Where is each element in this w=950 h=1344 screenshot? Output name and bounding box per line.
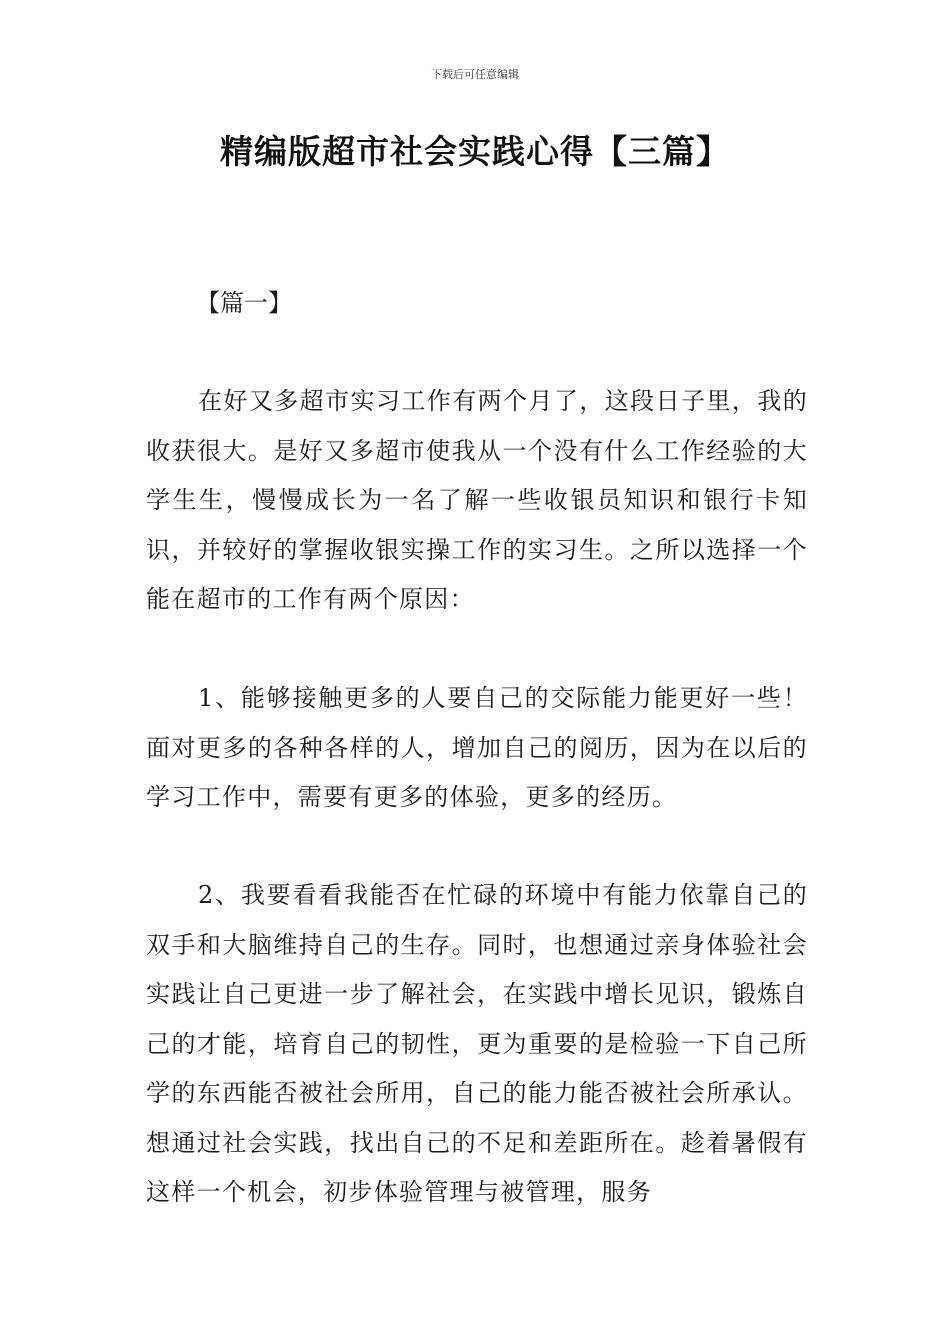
header-note: 下载后可任意编辑 xyxy=(431,68,519,81)
paragraph-intro: 在好又多超市实习工作有两个月了，这段日子里，我的收获很大。是好又多超市使我从一个没有什么工作经验的大学生生，慢慢成长为一名了解一些收银员知识和银行卡知识，并较好的掌握收银实操工作的实习生。之所以选择一个能在超市的工作有两个原因： xyxy=(146,387,808,613)
document-title: 精编版超市社会实践心得【三篇】 xyxy=(220,132,730,171)
paragraph-reason-two: 2、我要看看我能否在忙碌的环境中有能力依靠自己的双手和大脑维持自己的生存。同时，也想通过亲身体验社会实践让自己更进一步了解社会，在实践中增长见识，锻炼自己的才能，培育自己的韧性，更为重要的是检验一下自己所学的东西能否被社会所用，自己的能力能否被社会所承认。想通过社会实践，找出自己的不足和差距所在。趁着暑假有这样一个机会，初步体验管理与被管理，服务 xyxy=(146,881,808,1206)
paragraph-reason-one: 1、能够接触更多的人要自己的交际能力能更好一些！面对更多的各种各样的人，增加自己的阅历，因为在以后的学习工作中，需要有更多的体验，更多的经历。 xyxy=(146,684,808,811)
section-heading: 【篇一】 xyxy=(196,289,292,317)
